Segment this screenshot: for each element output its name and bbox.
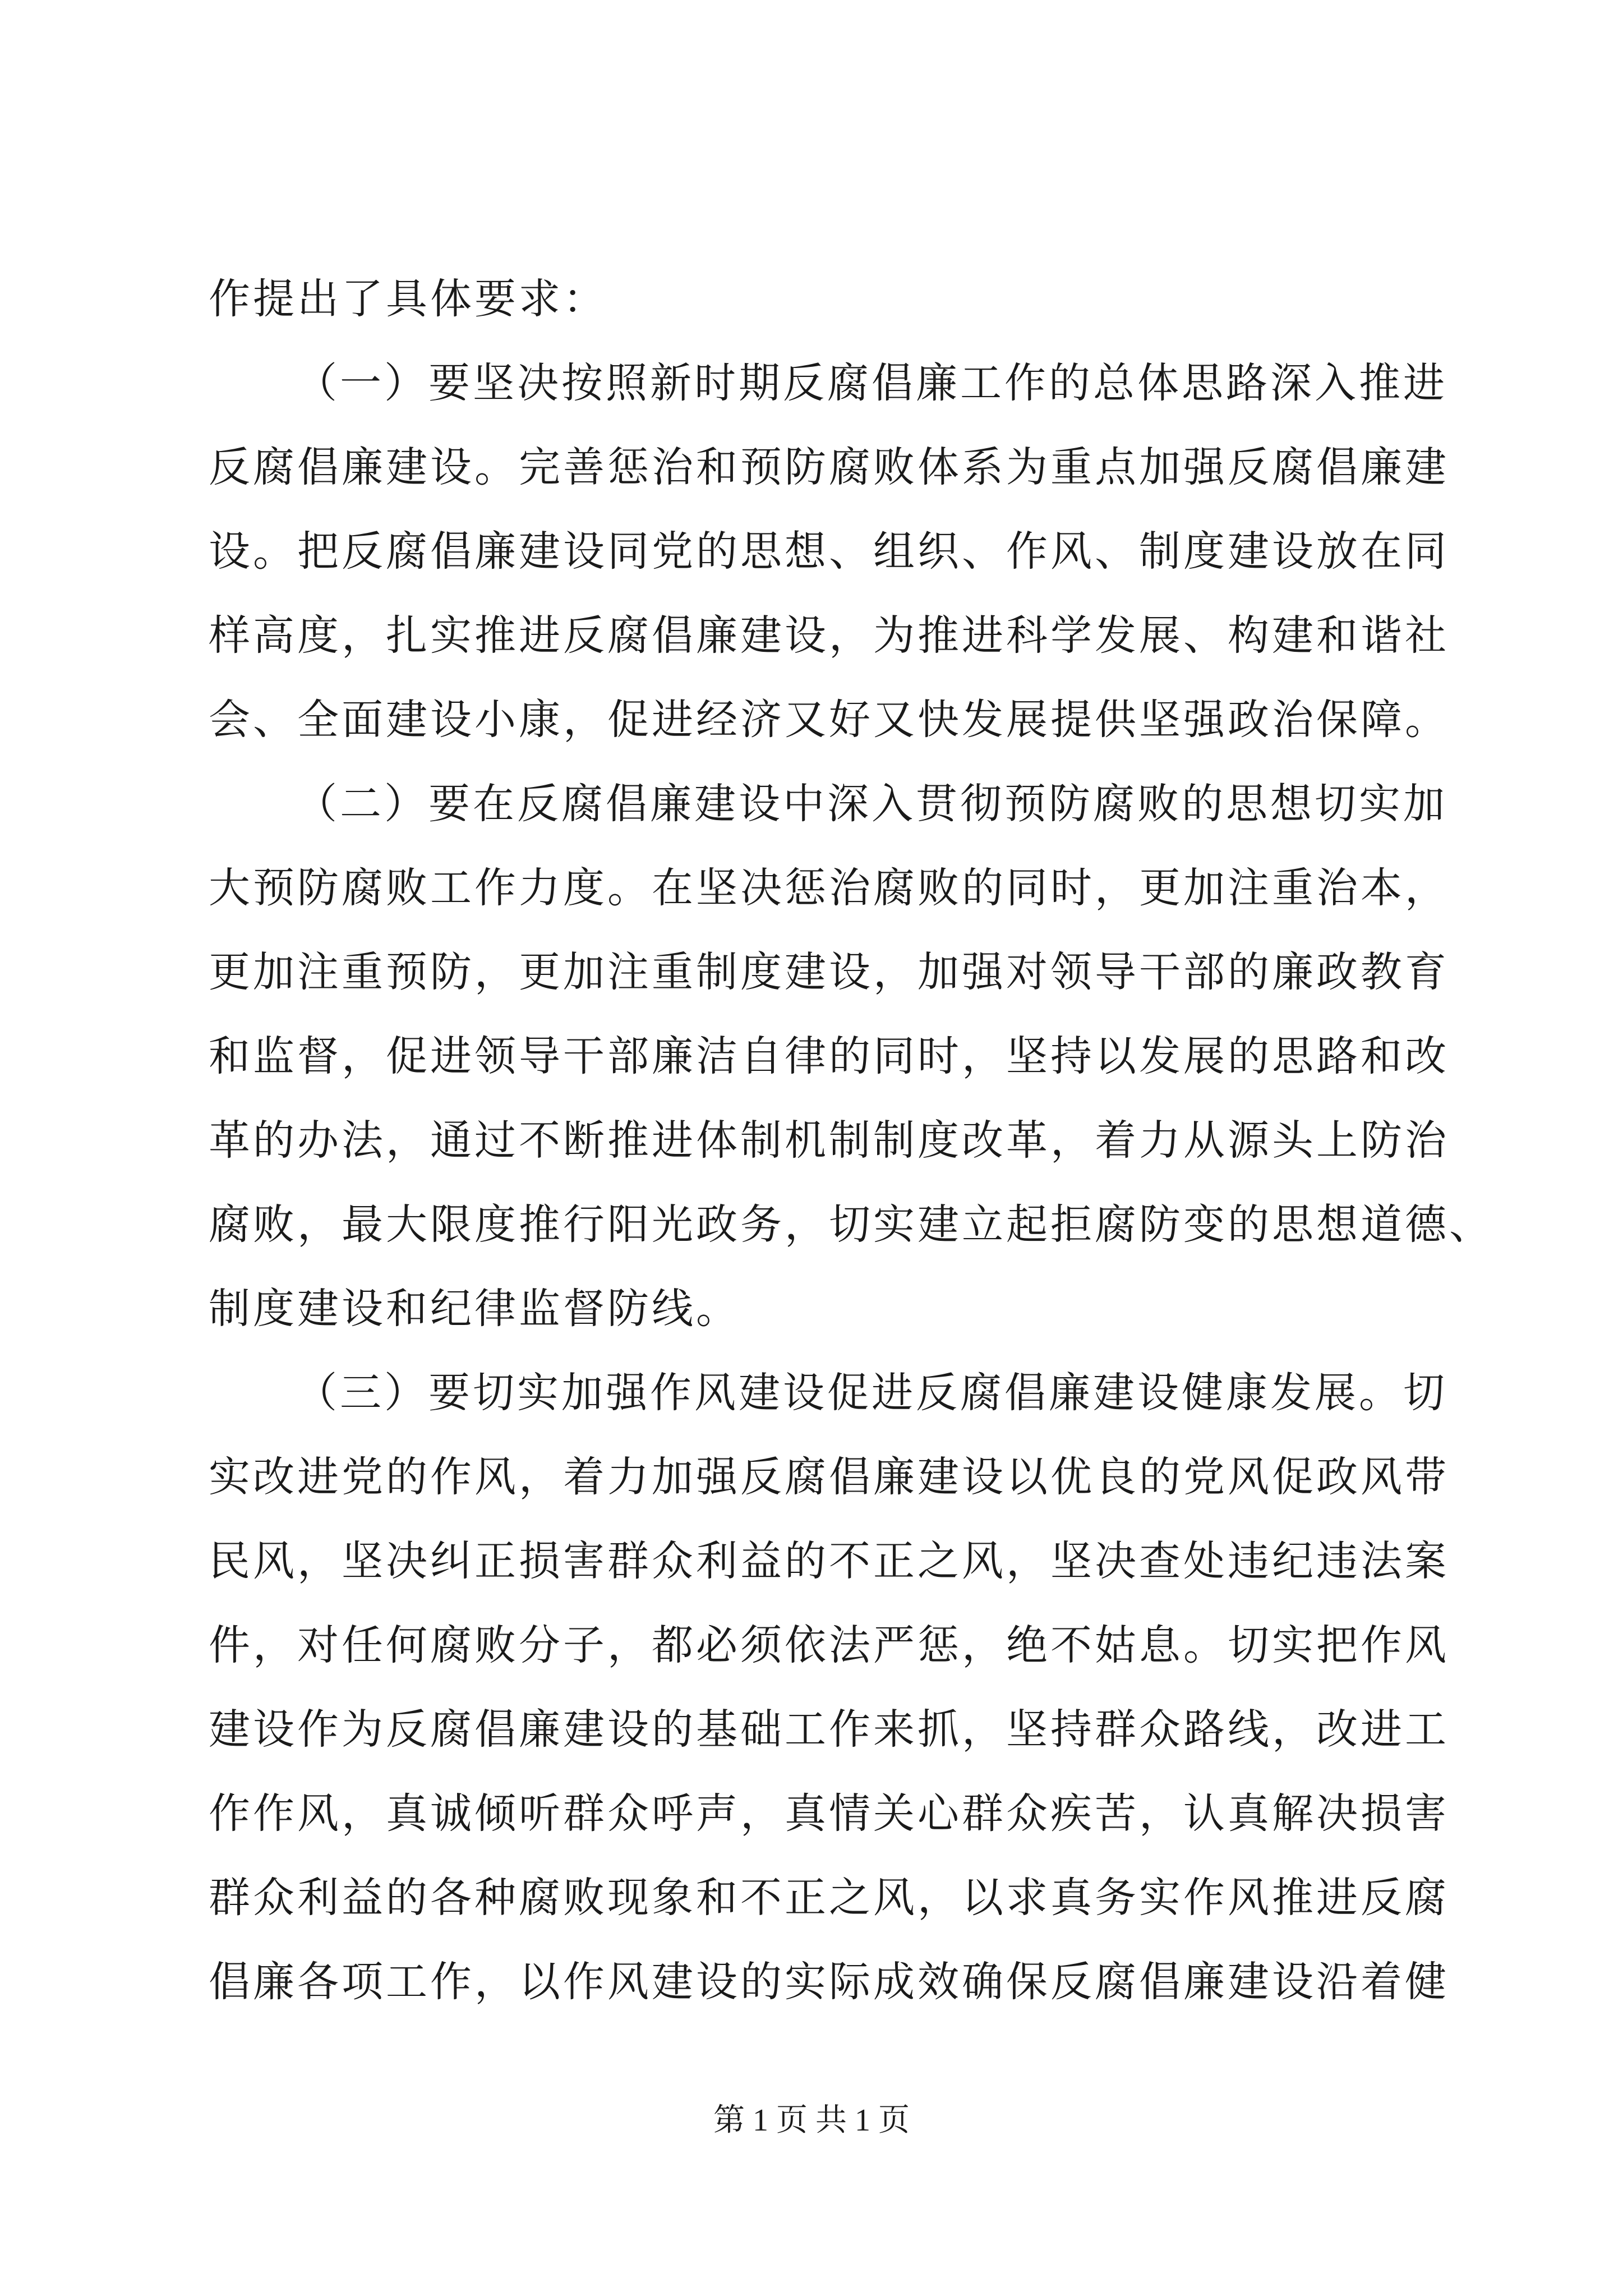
text-line: 民风，坚决纠正损害群众利益的不正之风，坚决查处违纪违法案 <box>209 1537 1449 1585</box>
text-line: 更加注重预防，更加注重制度建设，加强对领导干部的廉政教育 <box>209 948 1449 996</box>
text-line: 样高度，扎实推进反腐倡廉建设，为推进科学发展、构建和谐社 <box>209 611 1449 660</box>
paragraph-3-start: （三）要切实加强作风建设促进反腐倡廉建设健康发展。切 <box>296 1369 1447 1417</box>
text-line: 实改进党的作风，着力加强反腐倡廉建设以优良的党风促政风带 <box>209 1453 1449 1501</box>
text-line: 制度建设和纪律监督防线。 <box>209 1285 740 1333</box>
paragraph-2-start: （二）要在反腐倡廉建设中深入贯彻预防腐败的思想切实加 <box>296 780 1447 828</box>
text-line: 设。把反腐倡廉建设同党的思想、组织、作风、制度建设放在同 <box>209 527 1449 576</box>
text-line: 会、全面建设小康，促进经济又好又快发展提供坚强政治保障。 <box>209 696 1449 744</box>
text-line: 腐败，最大限度推行阳光政务，切实建立起拒腐防变的思想道德、 <box>209 1200 1493 1249</box>
text-line: 反腐倡廉建设。完善惩治和预防腐败体系为重点加强反腐倡廉建 <box>209 443 1449 491</box>
text-line: 革的办法，通过不断推进体制机制制度改革，着力从源头上防治 <box>209 1116 1449 1165</box>
page-footer: 第 1 页 共 1 页 <box>713 2103 910 2138</box>
paragraph-1-start: （一）要坚决按照新时期反腐倡廉工作的总体思路深入推进 <box>296 359 1447 407</box>
text-line: 件，对任何腐败分子，都必须依法严惩，绝不姑息。切实把作风 <box>209 1621 1449 1669</box>
text-line: 倡廉各项工作，以作风建设的实际成效确保反腐倡廉建设沿着健 <box>209 1958 1449 2006</box>
text-line: 作提出了具体要求： <box>209 275 607 323</box>
text-line: 和监督，促进领导干部廉洁自律的同时，坚持以发展的思路和改 <box>209 1032 1449 1080</box>
text-line: 建设作为反腐倡廉建设的基础工作来抓，坚持群众路线，改进工 <box>209 1705 1449 1754</box>
text-line: 群众利益的各种腐败现象和不正之风，以求真务实作风推进反腐 <box>209 1874 1449 1922</box>
text-line: 大预防腐败工作力度。在坚决惩治腐败的同时，更加注重治本， <box>209 864 1449 912</box>
text-line: 作作风，真诚倾听群众呼声，真情关心群众疾苦，认真解决损害 <box>209 1789 1449 1838</box>
